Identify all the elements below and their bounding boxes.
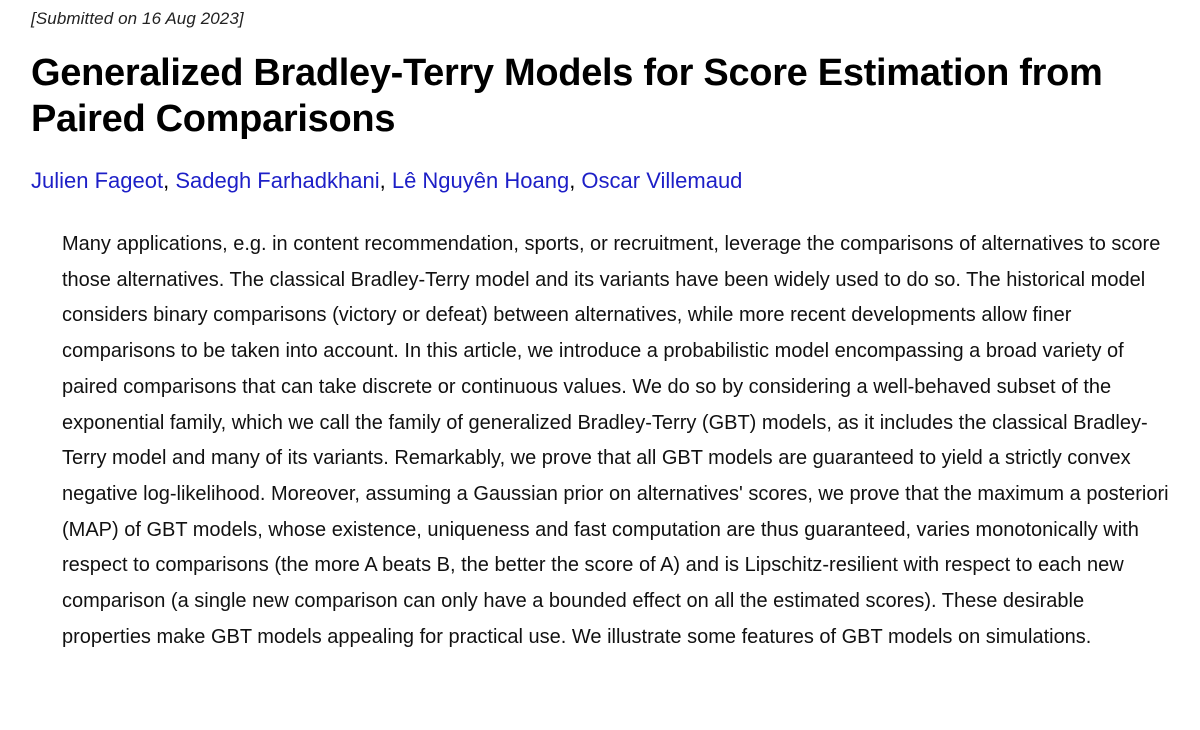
author-link[interactable]: Julien Fageot xyxy=(31,168,164,193)
author-list xyxy=(31,167,742,195)
paper-title: Generalized Bradley-Terry Models for Score Estimation from Paired Comparisons xyxy=(31,52,1103,140)
author-link[interactable]: Lê Nguyên Hoang xyxy=(391,168,570,193)
author-link[interactable]: Sadegh Farhadkhani xyxy=(175,168,380,193)
submission-date: [Submitted on 16 Aug 2023] xyxy=(31,9,244,28)
author-separator: , xyxy=(163,168,176,193)
author-separator: , xyxy=(379,168,392,193)
author-link[interactable]: Oscar Villemaud xyxy=(581,168,743,193)
abstract-text: Many applications, e.g. in content recommendation, sports, or recruitment, leverage the comparisons of alternatives to score those alternatives. The classical Bradley-Terry model and its variants have been widely used to do so. The historical model considers binary comparisons (victory or defeat) between alternatives, while more recent developments allow finer comparisons to be taken into account. In this article, we introduce a probabilistic model encompassing a broad variety of paired comparisons that can take discrete or continuous values. We do so by considering a well-behaved subset of the exponential family, which we call the family of generalized Bradley-Terry (GBT) models, as it includes the classical Bradley-Terry model and many of its variants. Remarkably, we prove that all GBT models are guaranteed to yield a strictly convex negative log-likelihood. Moreover, assuming a Gaussian prior on alternatives' scores, we prove that the maximum a posteriori (MAP) of GBT models, whose existence, uniqueness and fast computation are thus guaranteed, varies monotonically with respect to comparisons (the more A beats B, the better the score of A) and is Lipschitz-resilient with respect to each new comparison (a single new comparison can only have a bounded effect on all the estimated scores). These desirable properties make GBT models appealing for practical use. We illustrate some features of GBT models on simulations. xyxy=(62,233,1169,648)
author-separator: , xyxy=(569,168,582,193)
